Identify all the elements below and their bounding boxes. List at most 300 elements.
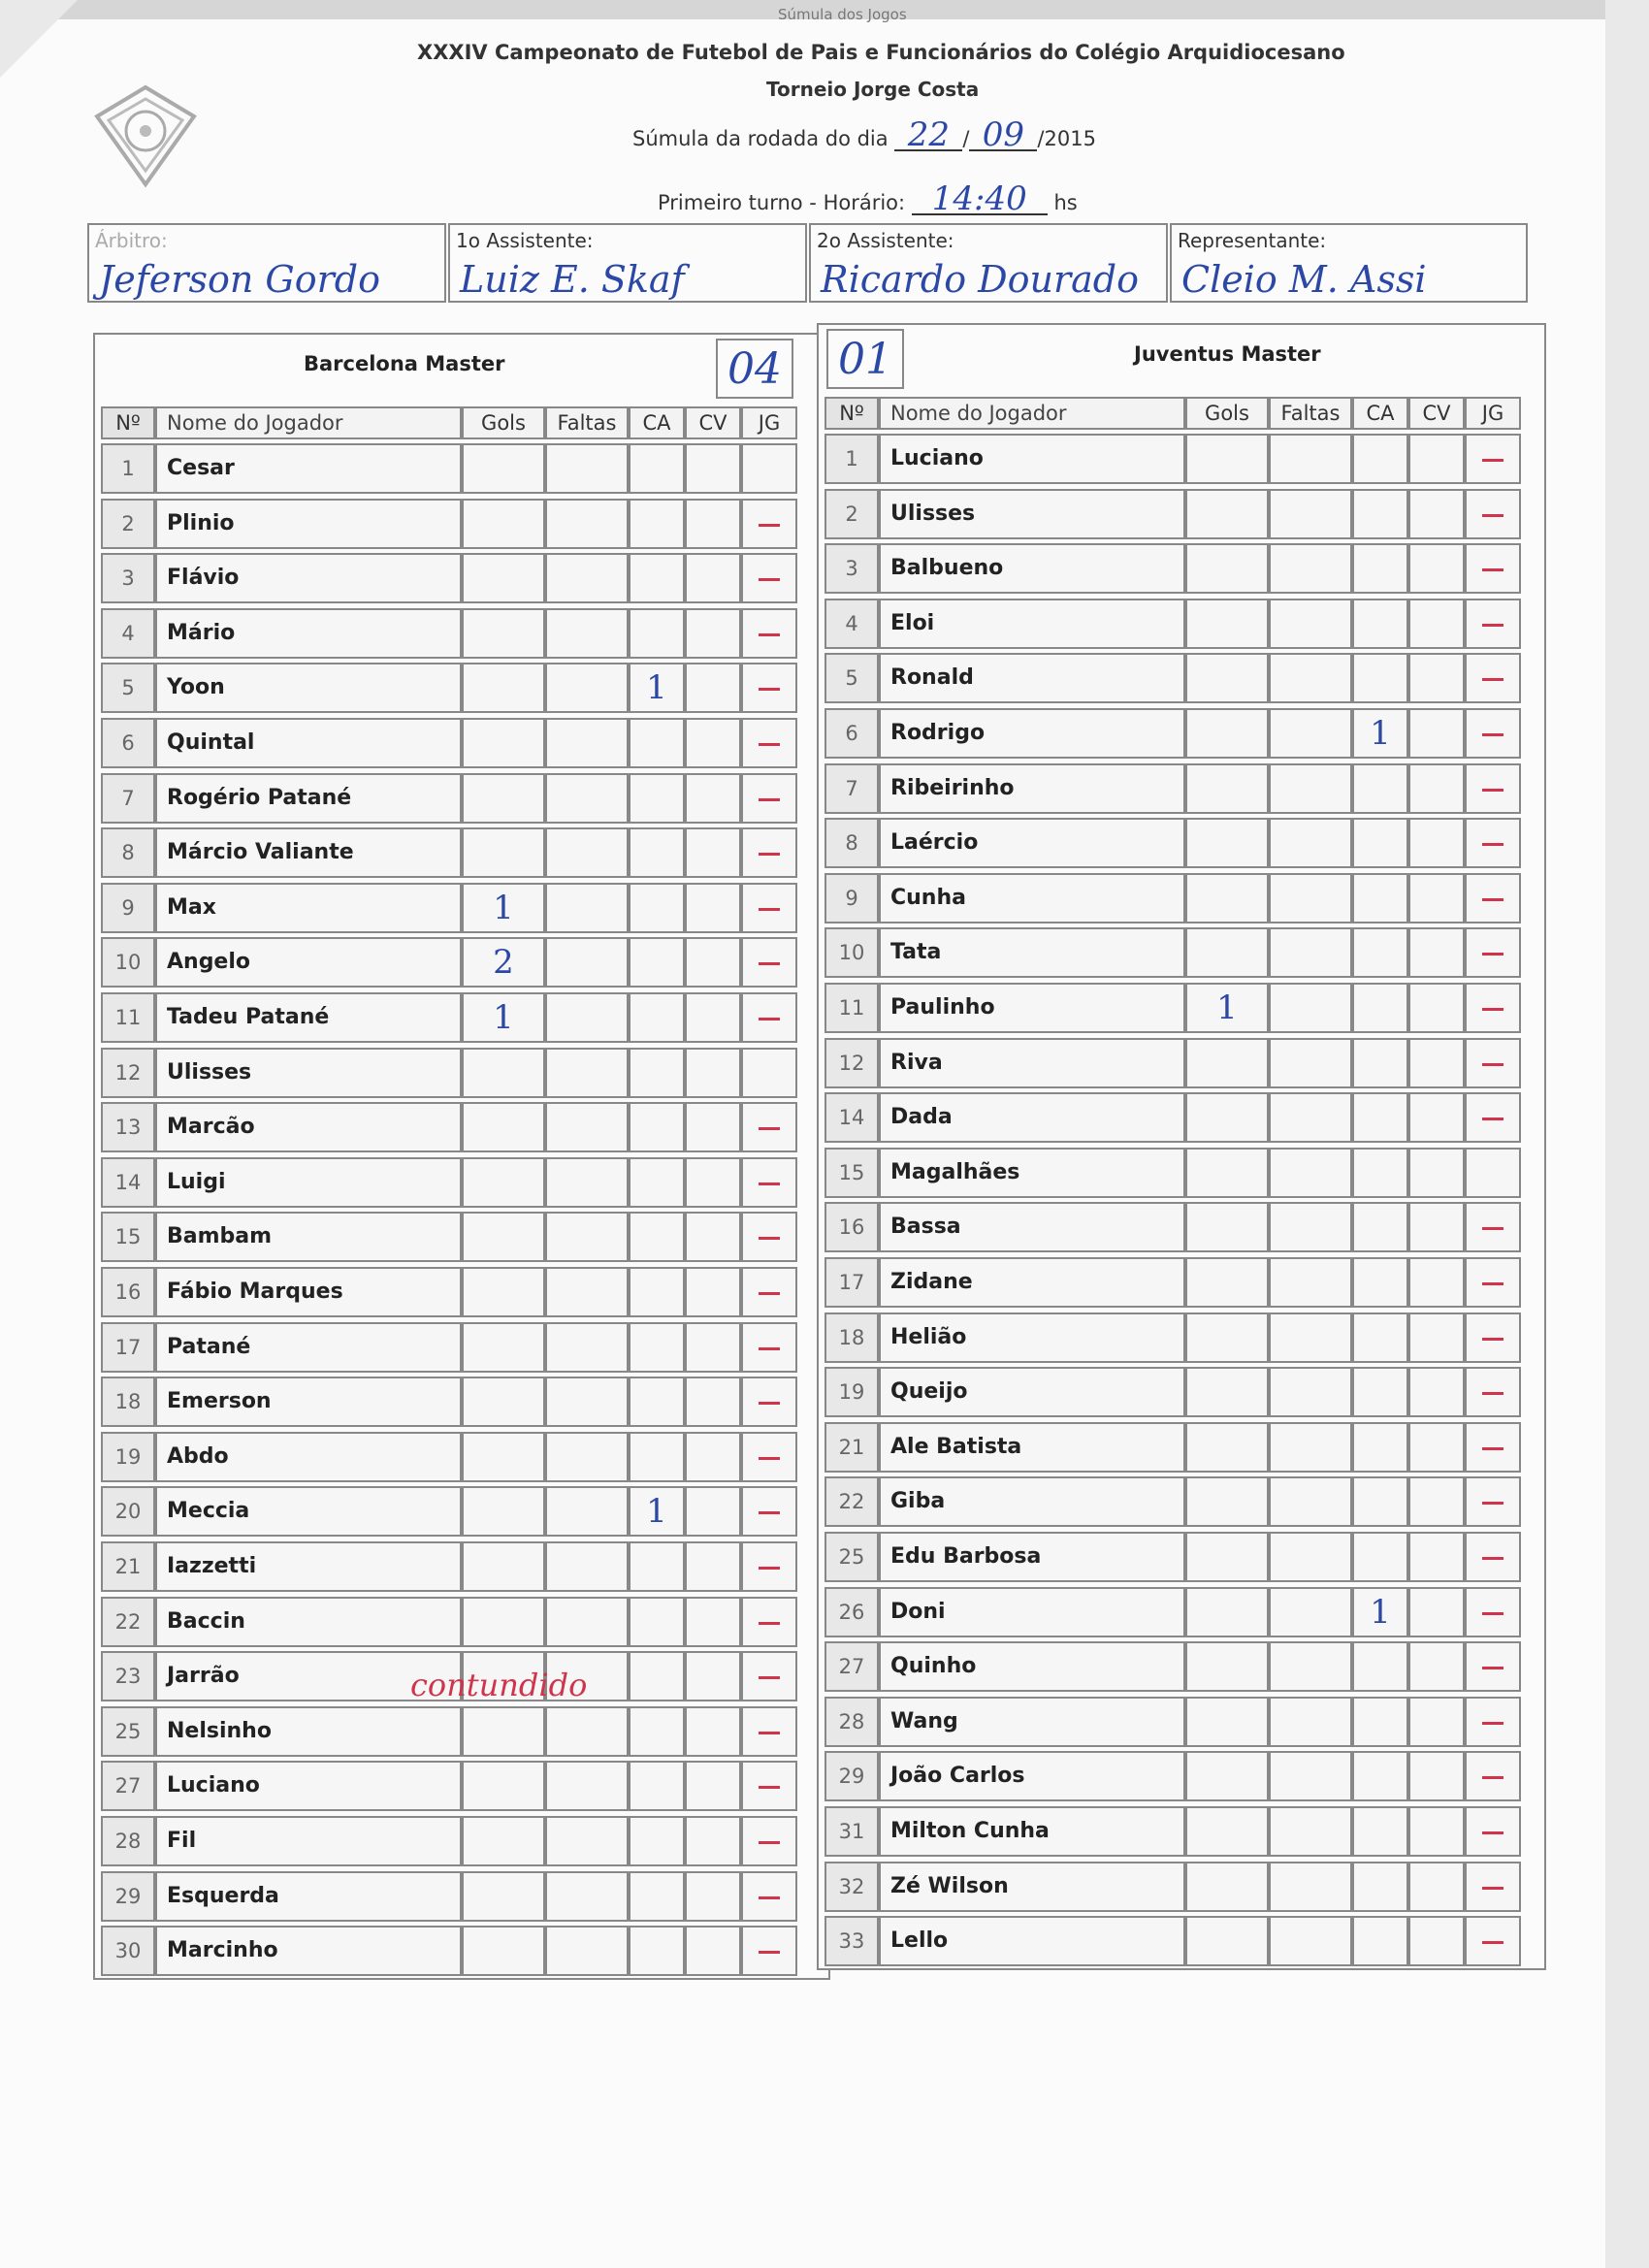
goals-cell <box>1185 1038 1269 1088</box>
goals-cell <box>462 1706 545 1757</box>
player-number: 11 <box>101 992 155 1043</box>
goals-cell <box>462 663 545 713</box>
player-number: 14 <box>101 1157 155 1208</box>
player-number: 16 <box>824 1202 879 1252</box>
goals-cell <box>1185 983 1269 1033</box>
yellow-card-cell <box>1352 489 1408 539</box>
column-header-name: Nome do Jogador <box>879 397 1185 430</box>
yellow-card-cell <box>629 1432 685 1482</box>
player-name: Quintal <box>155 718 462 768</box>
played-dash-mark <box>759 1622 780 1625</box>
goals-cell <box>1185 763 1269 814</box>
fouls-cell <box>545 1432 629 1482</box>
played-dash-mark <box>1482 1008 1504 1011</box>
cv-cell <box>685 1048 741 1098</box>
player-number: 1 <box>824 434 879 484</box>
goals-cell <box>1185 1916 1269 1966</box>
played-dash-mark <box>1482 1227 1504 1230</box>
played-cell <box>741 718 797 768</box>
player-name: Luciano <box>879 434 1185 484</box>
played-cell <box>1465 1751 1521 1801</box>
officials-row <box>87 223 1528 306</box>
played-cell <box>1465 1312 1521 1363</box>
cv-cell <box>685 663 741 713</box>
goals-cell <box>1185 1587 1269 1637</box>
played-dash-mark <box>1482 898 1504 901</box>
played-cell <box>1465 1092 1521 1143</box>
player-number: 3 <box>101 553 155 603</box>
played-dash-mark <box>759 1183 780 1185</box>
goals-cell <box>1185 1202 1269 1252</box>
played-dash-mark <box>1482 1063 1504 1066</box>
played-dash-mark <box>1482 953 1504 956</box>
yellow-card-cell <box>629 1761 685 1811</box>
player-number: 9 <box>101 883 155 933</box>
goals-cell <box>462 1267 545 1317</box>
cv-cell <box>685 1322 741 1373</box>
cv-cell <box>1408 1312 1465 1363</box>
goals-cell <box>462 1377 545 1427</box>
played-dash-mark <box>759 962 780 965</box>
played-cell <box>1465 1038 1521 1088</box>
cv-cell <box>685 443 741 494</box>
goals-cell <box>1185 1641 1269 1692</box>
played-cell <box>741 1432 797 1482</box>
fouls-cell <box>1269 818 1352 868</box>
cv-cell <box>1408 1806 1465 1857</box>
played-dash-mark <box>759 798 780 801</box>
goals-cell <box>462 1816 545 1866</box>
cv-cell <box>685 1926 741 1976</box>
column-header-jg: JG <box>741 406 797 439</box>
player-name: Doni <box>879 1587 1185 1637</box>
player-name: Milton Cunha <box>879 1806 1185 1857</box>
representative-name: Cleio M. Assi <box>1181 258 1427 301</box>
column-header-cv: CV <box>1408 397 1465 430</box>
date-day: 22 <box>894 120 962 151</box>
played-cell <box>741 1157 797 1208</box>
goals-cell <box>1185 489 1269 539</box>
fouls-cell <box>1269 1697 1352 1747</box>
fouls-cell <box>1269 983 1352 1033</box>
goals-cell <box>462 1212 545 1262</box>
yellow-card-cell <box>1352 1367 1408 1417</box>
goals-cell <box>1185 1257 1269 1308</box>
player-name: Lello <box>879 1916 1185 1966</box>
player-name: Marcinho <box>155 1926 462 1976</box>
played-cell <box>1465 489 1521 539</box>
injury-annotation: contundido <box>410 1667 588 1703</box>
played-cell <box>1465 1532 1521 1582</box>
yellow-card-cell <box>629 1322 685 1373</box>
yellow-card-cell <box>1352 1532 1408 1582</box>
player-name: Helião <box>879 1312 1185 1363</box>
played-dash-mark <box>1482 624 1504 627</box>
cv-cell <box>685 827 741 878</box>
team-table-barcelona <box>93 333 830 1980</box>
played-dash-mark <box>759 1786 780 1789</box>
fouls-cell <box>545 1048 629 1098</box>
cv-cell <box>1408 543 1465 594</box>
player-number: 27 <box>824 1641 879 1692</box>
goals-cell <box>462 773 545 824</box>
goals-cell <box>462 1157 545 1208</box>
played-cell <box>1465 1476 1521 1527</box>
player-number: 18 <box>824 1312 879 1363</box>
played-cell <box>741 1597 797 1647</box>
played-dash-mark <box>759 1896 780 1899</box>
fouls-cell <box>545 1706 629 1757</box>
played-cell <box>741 827 797 878</box>
player-name: Bambam <box>155 1212 462 1262</box>
played-dash-mark <box>759 578 780 581</box>
cv-cell <box>685 1432 741 1482</box>
player-name: Fil <box>155 1816 462 1866</box>
played-dash-mark <box>1482 843 1504 846</box>
player-number: 21 <box>824 1422 879 1473</box>
player-number: 6 <box>824 708 879 759</box>
player-number: 30 <box>101 1926 155 1976</box>
fouls-cell <box>545 1761 629 1811</box>
player-number: 27 <box>101 1761 155 1811</box>
yellow-card-cell <box>1352 653 1408 703</box>
player-name: Marcão <box>155 1102 462 1152</box>
played-cell <box>741 443 797 494</box>
goals-cell <box>462 553 545 603</box>
yellow-card-cell <box>629 1597 685 1647</box>
player-number: 8 <box>101 827 155 878</box>
played-dash-mark <box>1482 1667 1504 1669</box>
player-number: 28 <box>101 1816 155 1866</box>
player-number: 22 <box>824 1476 879 1527</box>
fouls-cell <box>545 1377 629 1427</box>
played-dash-mark <box>759 1676 780 1679</box>
played-cell <box>741 883 797 933</box>
cv-cell <box>685 1871 741 1922</box>
column-header-ca: CA <box>629 406 685 439</box>
fouls-cell <box>545 883 629 933</box>
cv-cell <box>685 1816 741 1866</box>
player-number: 22 <box>101 1597 155 1647</box>
played-dash-mark <box>759 1841 780 1844</box>
player-name: Riva <box>879 1038 1185 1088</box>
goals-cell <box>1185 1367 1269 1417</box>
played-dash-mark <box>759 743 780 746</box>
fouls-cell <box>545 937 629 988</box>
played-cell <box>741 1541 797 1592</box>
fouls-cell <box>545 992 629 1043</box>
player-name: Mário <box>155 608 462 659</box>
cv-cell <box>1408 1532 1465 1582</box>
fouls-cell <box>1269 434 1352 484</box>
goals-cell <box>1185 927 1269 978</box>
yellow-card-cell <box>1352 1422 1408 1473</box>
fouls-cell <box>545 1486 629 1537</box>
cv-cell <box>685 1597 741 1647</box>
player-name: Cunha <box>879 873 1185 923</box>
yellow-card-cell <box>629 1377 685 1427</box>
yellow-card-cell <box>1352 1751 1408 1801</box>
column-header-goals: Gols <box>462 406 545 439</box>
player-name: Queijo <box>879 1367 1185 1417</box>
played-dash-mark <box>1482 1502 1504 1505</box>
date-prefix: Súmula da rodada do dia <box>632 127 889 150</box>
fouls-cell <box>1269 1751 1352 1801</box>
player-name: Max <box>155 883 462 933</box>
goals-cell <box>462 883 545 933</box>
played-cell <box>1465 599 1521 649</box>
yellow-card-cell <box>1352 708 1408 759</box>
player-name: Angelo <box>155 937 462 988</box>
played-dash-mark <box>759 1732 780 1734</box>
assistant2-label: 2o Assistente: <box>817 229 954 252</box>
played-cell <box>741 1761 797 1811</box>
played-dash-mark <box>759 1951 780 1954</box>
played-dash-mark <box>1482 1722 1504 1725</box>
yellow-card-cell <box>629 718 685 768</box>
yellow-card-cell <box>629 937 685 988</box>
column-header-ca: CA <box>1352 397 1408 430</box>
player-name: Fábio Marques <box>155 1267 462 1317</box>
goals-cell <box>1185 1532 1269 1582</box>
player-number: 8 <box>824 818 879 868</box>
player-name: Magalhães <box>879 1148 1185 1198</box>
player-number: 17 <box>101 1322 155 1373</box>
fouls-cell <box>545 499 629 549</box>
player-name: Zé Wilson <box>879 1862 1185 1912</box>
yellow-card-cell <box>629 1157 685 1208</box>
played-dash-mark <box>759 1347 780 1350</box>
cv-cell <box>1408 1476 1465 1527</box>
player-name: Rodrigo <box>879 708 1185 759</box>
fouls-cell <box>1269 1257 1352 1308</box>
player-number: 11 <box>824 983 879 1033</box>
player-name: Baccin <box>155 1597 462 1647</box>
cv-cell <box>1408 1916 1465 1966</box>
yellow-card-cell <box>1352 1476 1408 1527</box>
played-dash-mark <box>1482 1118 1504 1120</box>
column-header-goals: Gols <box>1185 397 1269 430</box>
played-dash-mark <box>1482 1447 1504 1450</box>
goals-cell <box>462 1322 545 1373</box>
player-number: 7 <box>101 773 155 824</box>
fouls-cell <box>545 827 629 878</box>
player-number: 21 <box>101 1541 155 1592</box>
column-header-num: Nº <box>101 406 155 439</box>
goals-cell <box>1185 708 1269 759</box>
played-dash-mark <box>759 853 780 856</box>
player-name: Cesar <box>155 443 462 494</box>
played-cell <box>741 1102 797 1152</box>
goals-cell <box>1185 1422 1269 1473</box>
played-dash-mark <box>1482 459 1504 462</box>
yellow-card-cell <box>1352 434 1408 484</box>
yellow-card-cell <box>1352 1202 1408 1252</box>
player-number: 7 <box>824 763 879 814</box>
goals-mark: 1 <box>1216 988 1238 1027</box>
yellow-card-cell <box>629 883 685 933</box>
played-dash-mark <box>1482 1941 1504 1944</box>
document-label: Súmula dos Jogos <box>778 6 907 23</box>
player-number: 19 <box>101 1432 155 1482</box>
fouls-cell <box>545 1871 629 1922</box>
yellow-card-cell <box>1352 1257 1408 1308</box>
played-cell <box>741 1871 797 1922</box>
fouls-cell <box>1269 1916 1352 1966</box>
played-dash-mark <box>1482 1831 1504 1834</box>
player-name: Paulinho <box>879 983 1185 1033</box>
player-number: 1 <box>101 443 155 494</box>
team-header <box>819 325 1544 393</box>
fouls-cell <box>1269 489 1352 539</box>
fouls-cell <box>545 1212 629 1262</box>
goals-cell <box>462 499 545 549</box>
yellow-card-cell <box>629 1212 685 1262</box>
played-dash-mark <box>1482 1282 1504 1285</box>
player-number: 31 <box>824 1806 879 1857</box>
team-score: 01 <box>826 329 904 389</box>
player-number: 14 <box>824 1092 879 1143</box>
player-name: Márcio Valiante <box>155 827 462 878</box>
yellow-card-cell <box>629 1816 685 1866</box>
yellow-card-cell <box>1352 1641 1408 1692</box>
cv-cell <box>1408 1587 1465 1637</box>
player-number: 25 <box>101 1706 155 1757</box>
yellow-card-cell <box>1352 1587 1408 1637</box>
played-cell <box>1465 983 1521 1033</box>
player-number: 33 <box>824 1916 879 1966</box>
cv-cell <box>1408 1257 1465 1308</box>
cv-cell <box>685 773 741 824</box>
fouls-cell <box>1269 1367 1352 1417</box>
goals-cell <box>462 937 545 988</box>
cv-cell <box>685 553 741 603</box>
fouls-cell <box>545 1267 629 1317</box>
goals-cell <box>462 1871 545 1922</box>
played-dash-mark <box>759 1511 780 1514</box>
player-number: 6 <box>101 718 155 768</box>
fouls-cell <box>1269 873 1352 923</box>
fouls-cell <box>1269 1092 1352 1143</box>
player-name: Yoon <box>155 663 462 713</box>
played-cell <box>741 1267 797 1317</box>
goals-cell <box>1185 1092 1269 1143</box>
played-cell <box>741 499 797 549</box>
played-cell <box>1465 653 1521 703</box>
yellow-card-cell <box>1352 1092 1408 1143</box>
player-name: Emerson <box>155 1377 462 1427</box>
goals-cell <box>1185 1312 1269 1363</box>
player-number: 4 <box>101 608 155 659</box>
played-cell <box>741 937 797 988</box>
goals-cell <box>1185 1148 1269 1198</box>
cv-cell <box>1408 983 1465 1033</box>
played-cell <box>741 1926 797 1976</box>
yellow-card-cell <box>629 1926 685 1976</box>
player-number: 28 <box>824 1697 879 1747</box>
played-cell <box>1465 1257 1521 1308</box>
fouls-cell <box>1269 1806 1352 1857</box>
fouls-cell <box>1269 763 1352 814</box>
cv-cell <box>685 1267 741 1317</box>
championship-title: XXXIV Campeonato de Futebol de Pais e Funcionários do Colégio Arquidiocesano <box>417 41 1345 64</box>
yellow-card-cell <box>1352 763 1408 814</box>
player-name: Eloi <box>879 599 1185 649</box>
cv-cell <box>685 937 741 988</box>
played-cell <box>1465 1422 1521 1473</box>
player-name: Ribeirinho <box>879 763 1185 814</box>
fouls-cell <box>545 1926 629 1976</box>
yellow-card-mark: 1 <box>646 1492 667 1532</box>
fouls-cell <box>1269 1862 1352 1912</box>
played-cell <box>741 1212 797 1262</box>
yellow-card-cell <box>1352 543 1408 594</box>
played-cell <box>1465 1916 1521 1966</box>
fouls-cell <box>1269 1532 1352 1582</box>
player-name: Laércio <box>879 818 1185 868</box>
cv-cell <box>685 1212 741 1262</box>
team-header <box>95 335 828 403</box>
cv-cell <box>685 1102 741 1152</box>
played-cell <box>1465 708 1521 759</box>
column-header-name: Nome do Jogador <box>155 406 462 439</box>
played-cell <box>1465 1641 1521 1692</box>
goals-cell <box>462 718 545 768</box>
player-name: Flávio <box>155 553 462 603</box>
folded-corner <box>0 0 78 78</box>
cv-cell <box>685 1377 741 1427</box>
player-number: 25 <box>824 1532 879 1582</box>
player-number: 23 <box>101 1651 155 1701</box>
played-cell <box>741 1048 797 1098</box>
player-name: Abdo <box>155 1432 462 1482</box>
date-year: /2015 <box>1037 127 1096 150</box>
player-number: 17 <box>824 1257 879 1308</box>
cv-cell <box>1408 1697 1465 1747</box>
fouls-cell <box>1269 653 1352 703</box>
cv-cell <box>685 883 741 933</box>
cv-cell <box>1408 434 1465 484</box>
player-number: 2 <box>101 499 155 549</box>
cv-cell <box>1408 1148 1465 1198</box>
goals-mark: 1 <box>493 998 514 1037</box>
played-cell <box>1465 1806 1521 1857</box>
played-dash-mark <box>1482 568 1504 571</box>
yellow-card-cell <box>629 1871 685 1922</box>
fouls-cell <box>1269 1587 1352 1637</box>
goals-cell <box>1185 1862 1269 1912</box>
player-name: Patané <box>155 1322 462 1373</box>
goals-cell <box>462 1048 545 1098</box>
player-number: 10 <box>824 927 879 978</box>
goals-cell <box>1185 434 1269 484</box>
player-number: 5 <box>101 663 155 713</box>
goals-cell <box>462 1761 545 1811</box>
fouls-cell <box>545 1816 629 1866</box>
fouls-cell <box>545 553 629 603</box>
fouls-cell <box>545 1322 629 1373</box>
goals-cell <box>462 1486 545 1537</box>
yellow-card-cell <box>629 992 685 1043</box>
fouls-cell <box>1269 543 1352 594</box>
player-number: 12 <box>101 1048 155 1098</box>
player-number: 26 <box>824 1587 879 1637</box>
player-name: Quinho <box>879 1641 1185 1692</box>
played-dash-mark <box>1482 1776 1504 1779</box>
player-number: 9 <box>824 873 879 923</box>
player-number: 13 <box>101 1102 155 1152</box>
player-number: 12 <box>824 1038 879 1088</box>
